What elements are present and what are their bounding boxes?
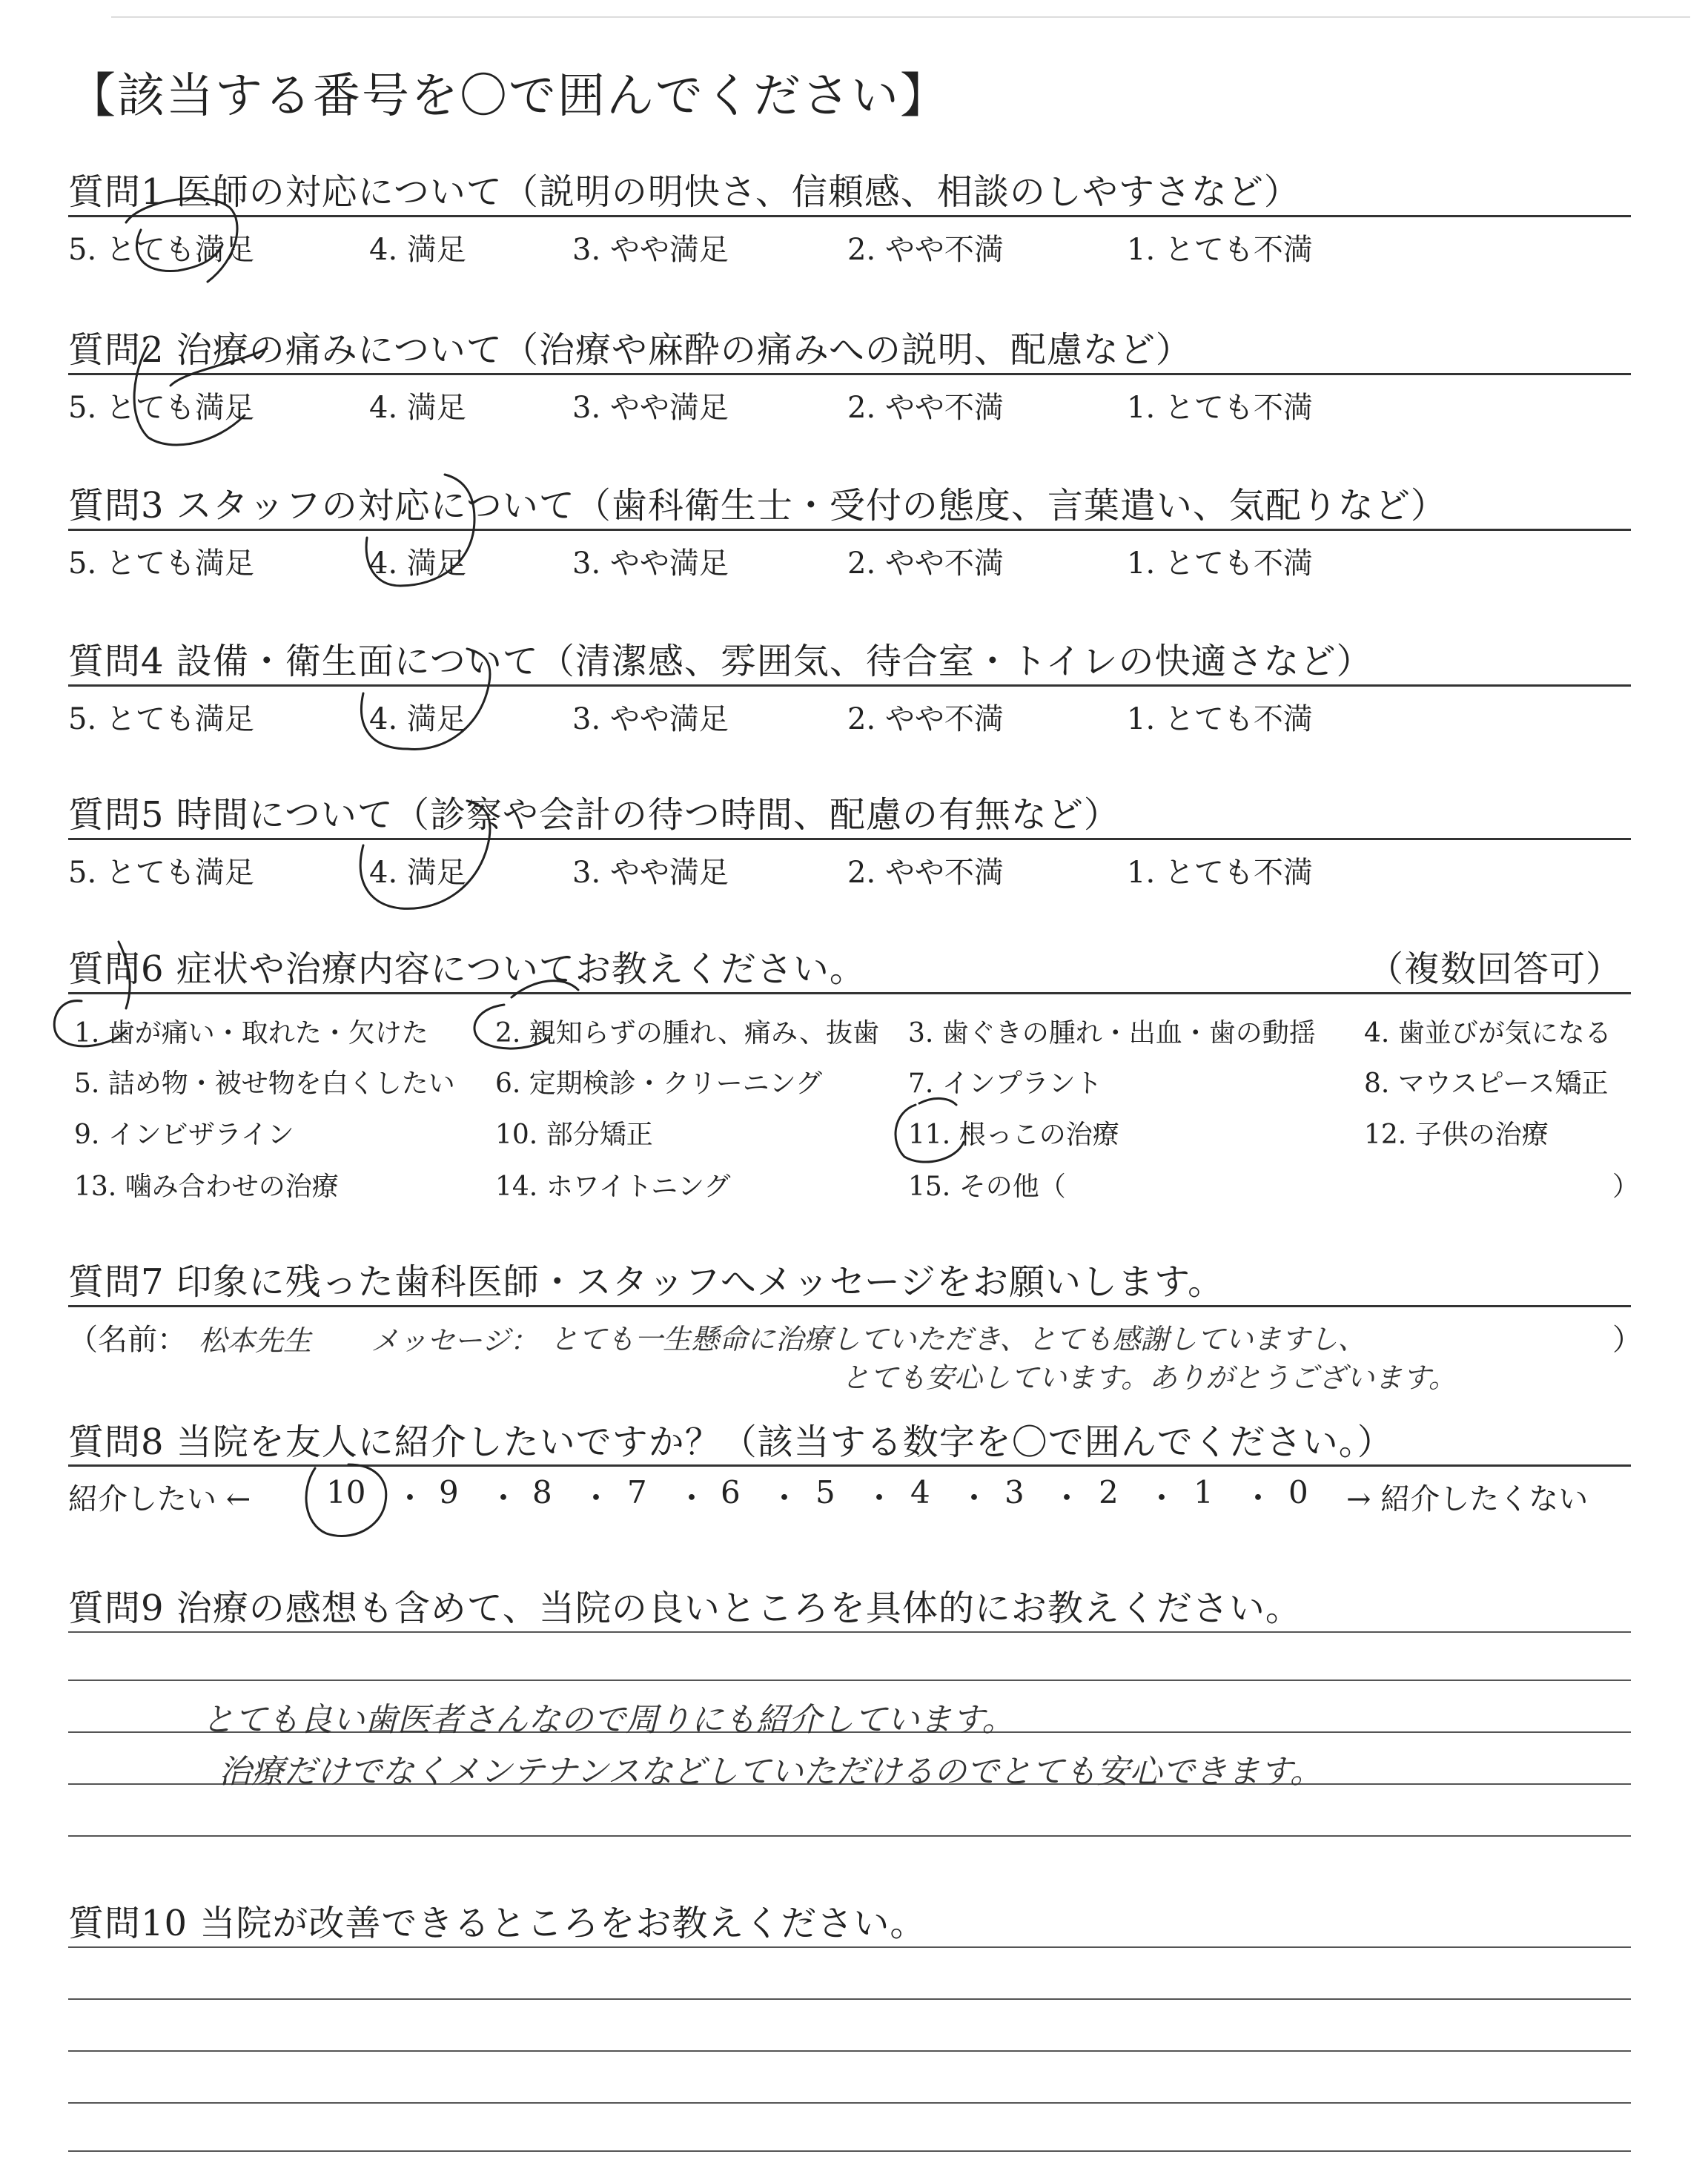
q1-title: 質問1 医師の対応について（説明の明快さ、信頼感、相談のしやすさなど） bbox=[68, 171, 1300, 213]
q7-name-value[interactable]: 松本先生 bbox=[199, 1324, 312, 1357]
q4-title: 質問4 設備・衛生面について（清潔感、雰囲気、待合室・トイレの快適さなど） bbox=[68, 641, 1373, 682]
q6-option-13[interactable]: 13. 噛み合わせの治療 bbox=[74, 1172, 339, 1202]
q8-value-4[interactable]: 4 bbox=[910, 1474, 930, 1510]
q3-option-3[interactable]: 3. やや満足 bbox=[572, 546, 729, 581]
q2-option-1[interactable]: 1. とても不満 bbox=[1127, 391, 1313, 425]
q5-option-4[interactable]: 4. 満足 bbox=[369, 856, 466, 890]
q1-option-1[interactable]: 1. とても不満 bbox=[1127, 233, 1313, 267]
q3-option-4[interactable]: 4. 満足 bbox=[369, 546, 466, 581]
q8-right-label: → 紹介したくない bbox=[1346, 1482, 1589, 1516]
q6-selection-circle-1 bbox=[119, 942, 130, 1008]
q10-title: 質問10 当院が改善できるところをお教えください。 bbox=[68, 1903, 927, 1944]
q6-option-6[interactable]: 6. 定期検診・クリーニング bbox=[495, 1069, 823, 1099]
q2-title: 質問2 治療の痛みについて（治療や麻酔の痛みへの説明、配慮など） bbox=[68, 329, 1192, 371]
q3-option-1[interactable]: 1. とても不満 bbox=[1127, 546, 1313, 581]
q4-option-5[interactable]: 5. とても満足 bbox=[68, 702, 254, 736]
q6-note: （複数回答可） bbox=[1368, 948, 1623, 990]
q1-option-2[interactable]: 2. やや不満 bbox=[847, 233, 1004, 267]
q8-value-7[interactable]: 7 bbox=[627, 1474, 647, 1510]
q3-option-5[interactable]: 5. とても満足 bbox=[68, 546, 254, 581]
q6-option-3[interactable]: 3. 歯ぐきの腫れ・出血・歯の動揺 bbox=[908, 1018, 1316, 1048]
q5-option-3[interactable]: 3. やや満足 bbox=[572, 856, 729, 890]
q7-message-line2[interactable]: とても安心しています。ありがとうございます。 bbox=[841, 1361, 1457, 1394]
q5-option-5[interactable]: 5. とても満足 bbox=[68, 856, 254, 890]
q1-option-5[interactable]: 5. とても満足 bbox=[68, 233, 254, 267]
q5-option-2[interactable]: 2. やや不満 bbox=[847, 856, 1004, 890]
q8-sep: ・ bbox=[488, 1480, 520, 1516]
q8-value-2[interactable]: 2 bbox=[1099, 1474, 1119, 1510]
q1-option-3[interactable]: 3. やや満足 bbox=[572, 233, 729, 267]
q2-selection-circle bbox=[171, 349, 267, 386]
q5-option-1[interactable]: 1. とても不満 bbox=[1127, 856, 1313, 890]
q5-selection-circle bbox=[360, 801, 490, 908]
q6-option-14[interactable]: 14. ホワイトニング bbox=[495, 1172, 731, 1202]
q6-selection-circle-11 bbox=[896, 1105, 964, 1162]
q6-option-15-close: ） bbox=[1612, 1172, 1640, 1202]
q9-answer-line1[interactable]: とても良い歯医者さんなので周りにも紹介しています。 bbox=[202, 1701, 1015, 1739]
q7-name-label: （名前： bbox=[68, 1323, 187, 1357]
q9-answer-line2[interactable]: 治療だけでなくメンテナンスなどしていただけるのでとても安心できます。 bbox=[219, 1753, 1323, 1791]
q9-title: 質問9 治療の感想も含めて、当院の良いところを具体的にお教えください。 bbox=[68, 1588, 1302, 1629]
q6-option-12[interactable]: 12. 子供の治療 bbox=[1364, 1120, 1549, 1150]
q8-sep: ・ bbox=[959, 1480, 990, 1516]
q1-option-4[interactable]: 4. 満足 bbox=[369, 233, 466, 267]
q6-option-10[interactable]: 10. 部分矯正 bbox=[495, 1120, 653, 1150]
q8-title: 質問8 当院を友人に紹介したいですか？（該当する数字を〇で囲んでください。） bbox=[68, 1421, 1394, 1463]
q6-selection-circle-2 bbox=[512, 981, 578, 997]
q6-option-2[interactable]: 2. 親知らずの腫れ、痛み、抜歯 bbox=[495, 1018, 880, 1048]
q8-value-9[interactable]: 9 bbox=[439, 1474, 459, 1510]
q6-option-15[interactable]: 15. その他（ bbox=[908, 1172, 1066, 1202]
q6-option-4[interactable]: 4. 歯並びが気になる bbox=[1364, 1018, 1612, 1048]
q2-selection-circle bbox=[134, 345, 245, 445]
q8-sep: ・ bbox=[864, 1480, 896, 1516]
q8-value-3[interactable]: 3 bbox=[1004, 1474, 1025, 1510]
q8-sep: ・ bbox=[676, 1480, 708, 1516]
q6-selection-circle-11 bbox=[919, 1098, 956, 1105]
q5-title: 質問5 時間について（診察や会計の待つ時間、配慮の有無など） bbox=[68, 794, 1120, 836]
q6-option-9[interactable]: 9. インビザライン bbox=[74, 1120, 294, 1150]
q6-selection-circle-1 bbox=[54, 1001, 126, 1046]
q7-title: 質問7 印象に残った歯科医師・スタッフへメッセージをお願いします。 bbox=[68, 1261, 1225, 1303]
q3-option-2[interactable]: 2. やや不満 bbox=[847, 546, 1004, 581]
q8-value-10[interactable]: 10 bbox=[326, 1474, 366, 1510]
q8-value-0[interactable]: 0 bbox=[1288, 1474, 1308, 1510]
q8-value-8[interactable]: 8 bbox=[532, 1474, 552, 1510]
q3-selection-circle bbox=[366, 475, 474, 586]
q6-option-11[interactable]: 11. 根っこの治療 bbox=[908, 1120, 1119, 1150]
q2-option-4[interactable]: 4. 満足 bbox=[369, 391, 466, 425]
q4-option-1[interactable]: 1. とても不満 bbox=[1127, 702, 1313, 736]
form-title: 【該当する番号を〇で囲んでください】 bbox=[68, 69, 949, 124]
q6-option-5[interactable]: 5. 詰め物・被せ物を白くしたい bbox=[74, 1069, 455, 1099]
q6-option-8[interactable]: 8. マウスピース矯正 bbox=[1364, 1069, 1609, 1099]
q8-value-6[interactable]: 6 bbox=[721, 1474, 741, 1510]
q8-value-5[interactable]: 5 bbox=[815, 1474, 835, 1510]
q8-sep: ・ bbox=[769, 1480, 801, 1516]
q4-option-2[interactable]: 2. やや不満 bbox=[847, 702, 1004, 736]
q7-close-paren: ） bbox=[1612, 1323, 1642, 1357]
q6-option-7[interactable]: 7. インプラント bbox=[908, 1069, 1102, 1099]
q8-value-1[interactable]: 1 bbox=[1194, 1474, 1214, 1510]
q8-left-label: 紹介したい ← bbox=[68, 1482, 251, 1516]
q8-sep: ・ bbox=[1242, 1480, 1274, 1516]
q4-option-4[interactable]: 4. 満足 bbox=[369, 702, 466, 736]
q7-message-line1[interactable]: とても一生懸命に治療していただき、とても感謝していますし、 bbox=[550, 1323, 1366, 1355]
q8-sep: ・ bbox=[580, 1480, 612, 1516]
q6-option-1[interactable]: 1. 歯が痛い・取れた・欠けた bbox=[74, 1018, 428, 1048]
q1-selection-circle bbox=[136, 230, 222, 271]
q2-option-3[interactable]: 3. やや満足 bbox=[572, 391, 729, 425]
q2-option-2[interactable]: 2. やや不満 bbox=[847, 391, 1004, 425]
q8-sep: ・ bbox=[394, 1480, 426, 1516]
q6-selection-circle-2 bbox=[474, 1005, 549, 1048]
q3-title: 質問3 スタッフの対応について（歯科衛生士・受付の態度、言葉遣い、気配りなど） bbox=[68, 485, 1447, 526]
q4-option-3[interactable]: 3. やや満足 bbox=[572, 702, 729, 736]
q8-selection-circle bbox=[306, 1464, 386, 1536]
q4-selection-circle bbox=[362, 649, 490, 749]
q8-sep: ・ bbox=[1051, 1480, 1083, 1516]
q7-message-label: メッセージ： bbox=[371, 1324, 538, 1357]
q8-sep: ・ bbox=[1146, 1480, 1178, 1516]
q2-option-5[interactable]: 5. とても満足 bbox=[68, 391, 254, 425]
q6-title: 質問6 症状や治療内容についてお教えください。 bbox=[68, 948, 866, 990]
